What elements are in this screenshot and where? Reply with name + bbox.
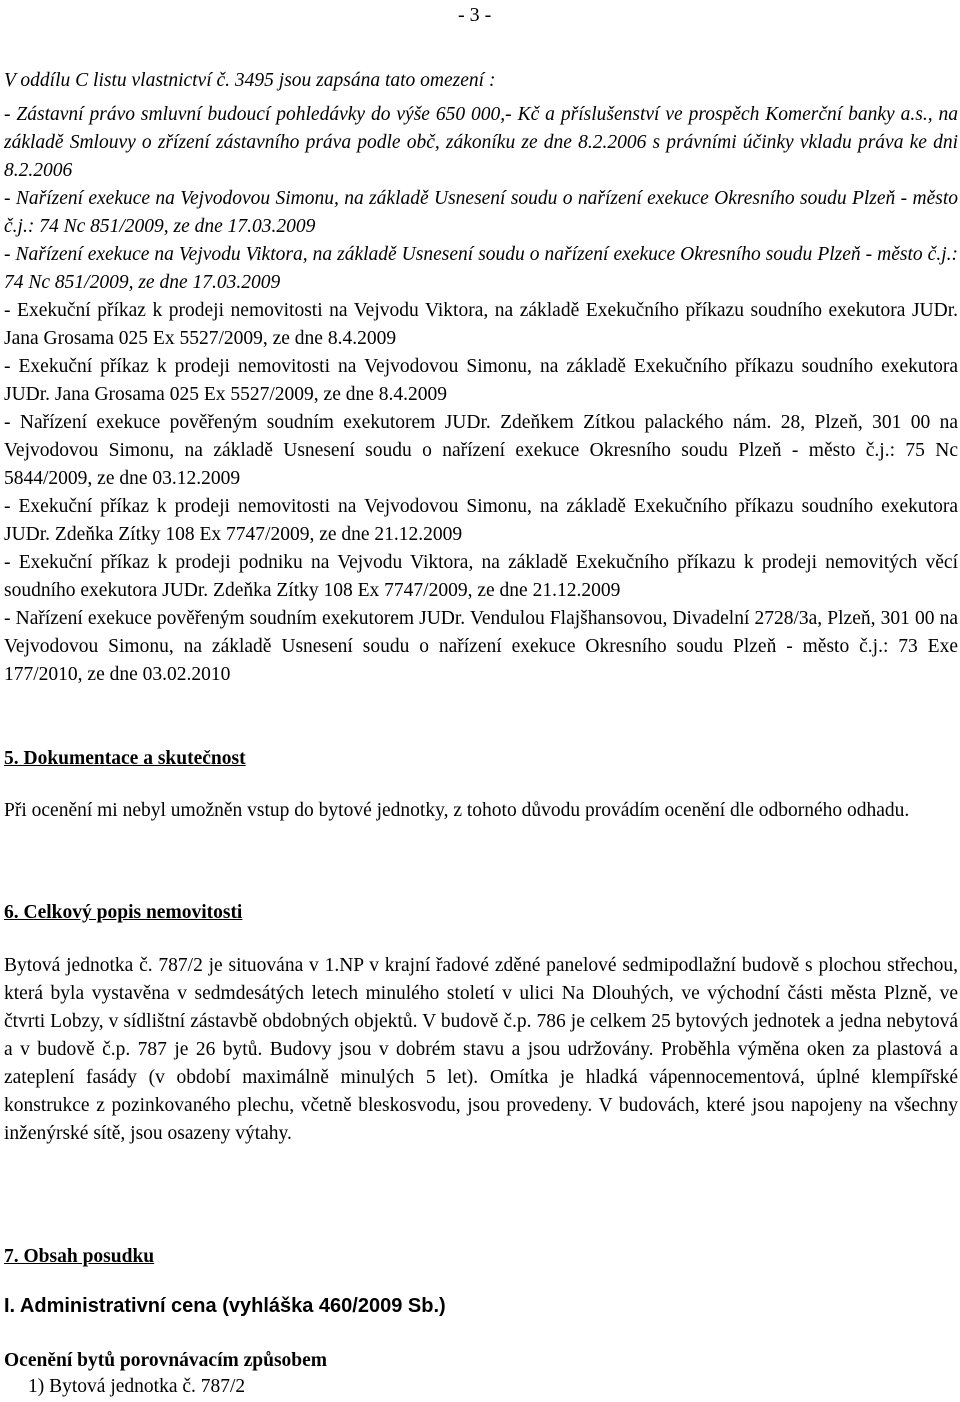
encumbrance-item: - Exekuční příkaz k prodeji nemovitosti na Vejvodovou Simonu, na základě Exekučního příkazu soudního exekutora JUDr. Jana Grosama 025 Ex 5527/2009, ze dne 8.4.2009 (4, 356, 958, 405)
encumbrance-item: - Nařízení exekuce pověřeným soudním exekutorem JUDr. Vendulou Flajšhansovou, Divadelní 2728/3a, Plzeň, 301 00 na Vejvodovou Simonu, na základě Usnesení soudu o nařízení exekuce Okresního soudu Plzeň - město č.j.: 73 Exe 177/2010, ze dne 03.02.2010 (4, 608, 958, 685)
encumbrance-item: - Exekuční příkaz k prodeji nemovitosti na Vejvodu Viktora, na základě Exekučního příkazu soudního exekutora JUDr. Jana Grosama 025 Ex 5527/2009, ze dne 8.4.2009 (4, 300, 958, 349)
section-5-text: Při ocenění mi nebyl umožněn vstup do bytové jednotky, z tohoto důvodu provádím ocenění dle odborného odhadu. (4, 800, 910, 821)
encumbrance-item: - Nařízení exekuce pověřeným soudním exekutorem JUDr. Zdeňkem Zítkou palackého nám. 28, Plzeň, 301 00 na Vejvodovou Simonu, na základě Usnesení soudu o nařízení exekuce Okresního soudu Plzeň - město č.j.: 75 Nc 5844/2009, ze dne 03.12.2009 (4, 412, 958, 489)
section-7-heading: 7. Obsah posudku (4, 1246, 155, 1267)
section-5-heading: 5. Dokumentace a skutečnost (4, 748, 246, 769)
section-7-subheading: I. Administrativní cena (vyhláška 460/2009 Sb.) (4, 1295, 446, 1317)
encumbrance-item: - Zástavní právo smluvní budoucí pohledávky do výše 650 000,- Kč a příslušenství ve prospěch Komerční banky a.s., na základě Smlouvy o zřízení zástavního práva podle obč, zákoníku ze dne 8.2.2006 s právními účinky vkladu práva ke dni 8.2.2006 (4, 104, 958, 181)
page-number: - 3 - (458, 4, 492, 26)
section-6-text: Bytová jednotka č. 787/2 je situována v 1.NP v krajní řadové zděné panelové sedmipodlažní budově s plochou střechou, která byla vystavěna v sedmdesátých letech minulého století v ulici Na Dlouhých, ve východní části města Plzně, ve čtvrti Lobzy, v sídlištní zástavbě obdobných objektů. V budově č.p. 786 je celkem 25 bytových jednotek a jedna nebytová a v budově č.p. 787 je 26 bytů. Budovy jsou v dobrém stavu a jsou udržovány. Proběhla výměna oken za plastová a zateplení fasády (v období maximálně minulých 5 let). Omítka je hladká vápennocementová, úplné klempířské konstrukce z pozinkovaného plechu, včetně bleskosvodu, jsou provedeny. V budovách, které jsou napojeny na všechny inženýrské sítě, jsou osazeny výtahy. (4, 955, 958, 1144)
intro-text: V oddílu C listu vlastnictví č. 3495 jsou zapsána tato omezení : (4, 70, 496, 91)
valuation-method-title: Ocenění bytů porovnávacím způsobem (4, 1350, 328, 1371)
encumbrance-item: - Nařízení exekuce na Vejvodu Viktora, na základě Usnesení soudu o nařízení exekuce Okresního soudu Plzeň - město č.j.: 74 Nc 851/2009, ze dne 17.03.2009 (4, 244, 958, 293)
encumbrance-item: - Exekuční příkaz k prodeji nemovitosti na Vejvodovou Simonu, na základě Exekučního příkazu soudního exekutora JUDr. Zdeňka Zítky 108 Ex 7747/2009, ze dne 21.12.2009 (4, 496, 958, 545)
encumbrance-item: - Nařízení exekuce na Vejvodovou Simonu, na základě Usnesení soudu o nařízení exekuce Okresního soudu Plzeň - město č.j.: 74 Nc 851/2009, ze dne 17.03.2009 (4, 188, 958, 237)
section-6-heading: 6. Celkový popis nemovitosti (4, 902, 243, 923)
encumbrance-item: - Exekuční příkaz k prodeji podniku na Vejvodu Viktora, na základě Exekučního příkazu k prodeji nemovitých věcí soudního exekutora JUDr. Zdeňka Zítky 108 Ex 7747/2009, ze dne 21.12.2009 (4, 552, 958, 601)
encumbrance-list (4, 101, 958, 689)
list-item: 1) Bytová jednotka č. 787/2 (28, 1376, 246, 1397)
